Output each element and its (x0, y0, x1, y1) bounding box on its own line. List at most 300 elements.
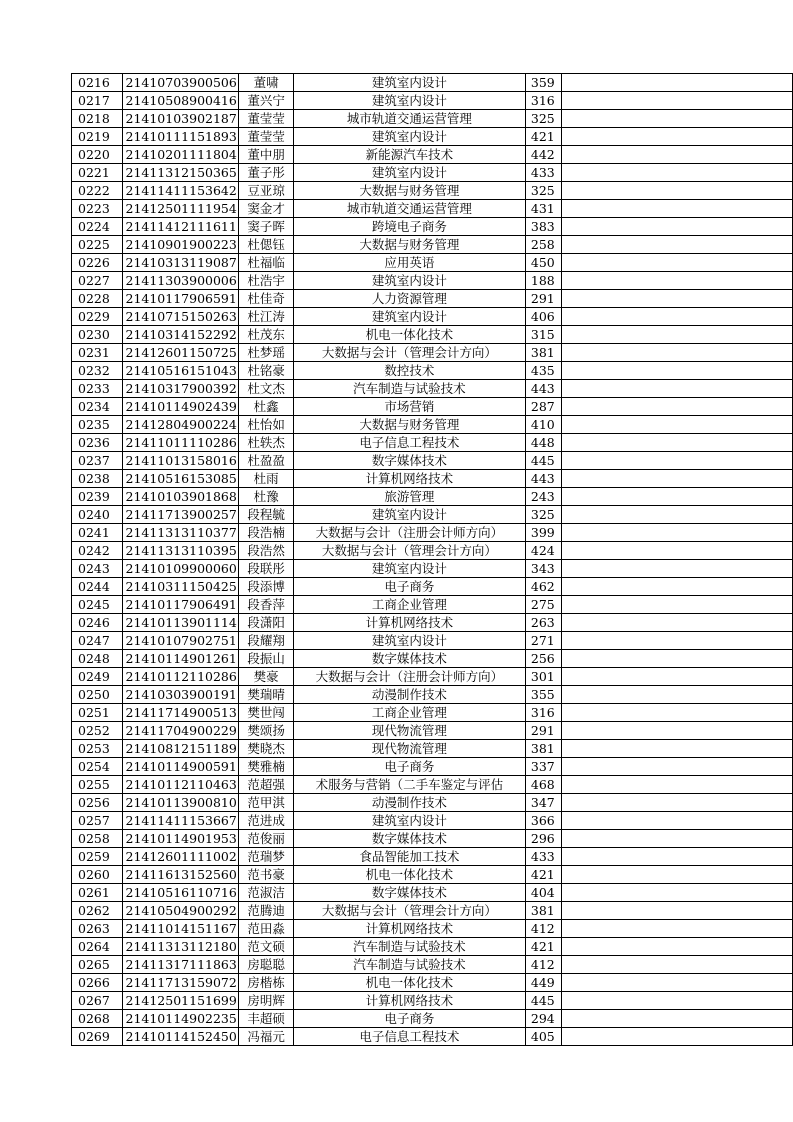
table-row (72, 398, 793, 416)
score-cell: 291 (525, 290, 561, 308)
student-name-cell: 杜佳奇 (239, 290, 293, 308)
table-row (72, 452, 793, 470)
sequence-number-cell: 0255 (72, 776, 123, 794)
score-cell: 256 (525, 650, 561, 668)
sequence-number-cell: 0223 (72, 200, 123, 218)
table-row (72, 830, 793, 848)
table-row (72, 326, 793, 344)
remark-cell (561, 830, 792, 848)
major-cell: 数字媒体技术 (293, 650, 525, 668)
score-cell: 412 (525, 956, 561, 974)
table-row (72, 722, 793, 740)
score-cell: 443 (525, 380, 561, 398)
major-cell: 机电一体化技术 (293, 974, 525, 992)
remark-cell (561, 254, 792, 272)
sequence-number-cell: 0258 (72, 830, 123, 848)
student-name-cell: 董莹莹 (239, 128, 293, 146)
remark-cell (561, 1010, 792, 1028)
table-row (72, 182, 793, 200)
score-cell: 468 (525, 776, 561, 794)
sequence-number-cell: 0267 (72, 992, 123, 1010)
remark-cell (561, 452, 792, 470)
sequence-number-cell: 0262 (72, 902, 123, 920)
candidate-id-cell: 21410113900810 (122, 794, 239, 812)
major-cell: 机电一体化技术 (293, 866, 525, 884)
table-row (72, 704, 793, 722)
candidate-id-cell: 21410317900392 (122, 380, 239, 398)
score-cell: 381 (525, 740, 561, 758)
remark-cell (561, 1028, 792, 1046)
score-cell: 347 (525, 794, 561, 812)
sequence-number-cell: 0222 (72, 182, 123, 200)
candidate-id-cell: 21412601111002 (122, 848, 239, 866)
sequence-number-cell: 0232 (72, 362, 123, 380)
remark-cell (561, 290, 792, 308)
table-row (72, 254, 793, 272)
score-cell: 343 (525, 560, 561, 578)
major-cell: 工商企业管理 (293, 704, 525, 722)
candidate-id-cell: 21410303900191 (122, 686, 239, 704)
table-row (72, 290, 793, 308)
candidate-id-cell: 21410109900060 (122, 560, 239, 578)
student-name-cell: 段程毓 (239, 506, 293, 524)
table-row (72, 938, 793, 956)
student-name-cell: 樊豪 (239, 668, 293, 686)
candidate-id-cell: 21410114152450 (122, 1028, 239, 1046)
sequence-number-cell: 0242 (72, 542, 123, 560)
major-cell: 机电一体化技术 (293, 326, 525, 344)
remark-cell (561, 902, 792, 920)
student-name-cell: 段香萍 (239, 596, 293, 614)
score-cell: 399 (525, 524, 561, 542)
student-name-cell: 董中朋 (239, 146, 293, 164)
score-cell: 337 (525, 758, 561, 776)
student-name-cell: 段联彤 (239, 560, 293, 578)
major-cell: 现代物流管理 (293, 722, 525, 740)
remark-cell (561, 200, 792, 218)
sequence-number-cell: 0234 (72, 398, 123, 416)
table-row (72, 110, 793, 128)
score-cell: 421 (525, 866, 561, 884)
remark-cell (561, 722, 792, 740)
remark-cell (561, 542, 792, 560)
table-row (72, 668, 793, 686)
major-cell: 建筑室内设计 (293, 272, 525, 290)
major-cell: 计算机网络技术 (293, 992, 525, 1010)
score-cell: 431 (525, 200, 561, 218)
remark-cell (561, 884, 792, 902)
candidate-id-cell: 21410314152292 (122, 326, 239, 344)
student-name-cell: 董子彤 (239, 164, 293, 182)
student-name-cell: 范瑞梦 (239, 848, 293, 866)
sequence-number-cell: 0251 (72, 704, 123, 722)
sequence-number-cell: 0261 (72, 884, 123, 902)
sequence-number-cell: 0233 (72, 380, 123, 398)
student-name-cell: 范俊丽 (239, 830, 293, 848)
major-cell: 城市轨道交通运营管理 (293, 110, 525, 128)
student-name-cell: 杜鑫 (239, 398, 293, 416)
candidate-id-cell: 21411704900229 (122, 722, 239, 740)
remark-cell (561, 650, 792, 668)
sequence-number-cell: 0225 (72, 236, 123, 254)
candidate-id-cell: 21411312150365 (122, 164, 239, 182)
score-cell: 383 (525, 218, 561, 236)
remark-cell (561, 488, 792, 506)
student-name-cell: 樊晓杰 (239, 740, 293, 758)
table-row (72, 614, 793, 632)
table-row (72, 866, 793, 884)
table-row (72, 632, 793, 650)
remark-cell (561, 920, 792, 938)
table-row (72, 650, 793, 668)
candidate-id-cell: 21410114901261 (122, 650, 239, 668)
major-cell: 大数据与财务管理 (293, 236, 525, 254)
score-cell: 296 (525, 830, 561, 848)
student-name-cell: 范淑洁 (239, 884, 293, 902)
candidate-id-cell: 21410114901953 (122, 830, 239, 848)
major-cell: 工商企业管理 (293, 596, 525, 614)
score-cell: 243 (525, 488, 561, 506)
table-row (72, 884, 793, 902)
sequence-number-cell: 0230 (72, 326, 123, 344)
table-row (72, 416, 793, 434)
table-row (72, 920, 793, 938)
major-cell: 电子商务 (293, 578, 525, 596)
sequence-number-cell: 0236 (72, 434, 123, 452)
score-cell: 445 (525, 992, 561, 1010)
student-name-cell: 房明辉 (239, 992, 293, 1010)
candidate-id-cell: 21410113901114 (122, 614, 239, 632)
sequence-number-cell: 0217 (72, 92, 123, 110)
candidate-id-cell: 21410114900591 (122, 758, 239, 776)
major-cell: 数字媒体技术 (293, 452, 525, 470)
student-name-cell: 杜浩宇 (239, 272, 293, 290)
major-cell: 动漫制作技术 (293, 686, 525, 704)
major-cell: 大数据与会计（注册会计师方向） (293, 668, 525, 686)
sequence-number-cell: 0244 (72, 578, 123, 596)
remark-cell (561, 704, 792, 722)
table-row (72, 956, 793, 974)
student-name-cell: 窦金才 (239, 200, 293, 218)
table-row (72, 524, 793, 542)
table-row (72, 1028, 793, 1046)
candidate-id-cell: 21410715150263 (122, 308, 239, 326)
candidate-id-cell: 21410313119087 (122, 254, 239, 272)
sequence-number-cell: 0216 (72, 74, 123, 92)
sequence-number-cell: 0247 (72, 632, 123, 650)
student-name-cell: 董啸 (239, 74, 293, 92)
score-cell: 325 (525, 182, 561, 200)
sequence-number-cell: 0241 (72, 524, 123, 542)
table-row (72, 686, 793, 704)
student-name-cell: 杜偲钰 (239, 236, 293, 254)
major-cell: 电子信息工程技术 (293, 1028, 525, 1046)
table-row (72, 308, 793, 326)
remark-cell (561, 596, 792, 614)
table-row (72, 380, 793, 398)
table-row (72, 470, 793, 488)
student-name-cell: 杜盈盈 (239, 452, 293, 470)
remark-cell (561, 344, 792, 362)
candidate-id-cell: 21410703900506 (122, 74, 239, 92)
sequence-number-cell: 0268 (72, 1010, 123, 1028)
score-cell: 325 (525, 506, 561, 524)
score-cell: 275 (525, 596, 561, 614)
candidate-id-cell: 21411713159072 (122, 974, 239, 992)
major-cell: 建筑室内设计 (293, 128, 525, 146)
major-cell: 建筑室内设计 (293, 164, 525, 182)
student-name-cell: 樊世闯 (239, 704, 293, 722)
score-cell: 433 (525, 848, 561, 866)
sequence-number-cell: 0235 (72, 416, 123, 434)
score-cell: 421 (525, 938, 561, 956)
score-cell: 435 (525, 362, 561, 380)
sequence-number-cell: 0245 (72, 596, 123, 614)
remark-cell (561, 164, 792, 182)
sequence-number-cell: 0248 (72, 650, 123, 668)
sequence-number-cell: 0252 (72, 722, 123, 740)
candidate-id-cell: 21411014151167 (122, 920, 239, 938)
remark-cell (561, 632, 792, 650)
table-row (72, 1010, 793, 1028)
major-cell: 城市轨道交通运营管理 (293, 200, 525, 218)
score-cell: 271 (525, 632, 561, 650)
sequence-number-cell: 0266 (72, 974, 123, 992)
candidate-id-cell: 21411313112180 (122, 938, 239, 956)
sequence-number-cell: 0218 (72, 110, 123, 128)
score-cell: 263 (525, 614, 561, 632)
table-row (72, 902, 793, 920)
candidate-id-cell: 21411013158016 (122, 452, 239, 470)
remark-cell (561, 128, 792, 146)
candidate-id-cell: 21410112110463 (122, 776, 239, 794)
remark-cell (561, 956, 792, 974)
student-name-cell: 范进成 (239, 812, 293, 830)
score-cell: 316 (525, 704, 561, 722)
sequence-number-cell: 0238 (72, 470, 123, 488)
score-cell: 366 (525, 812, 561, 830)
major-cell: 大数据与会计（管理会计方向） (293, 902, 525, 920)
score-cell: 405 (525, 1028, 561, 1046)
student-name-cell: 房楷栋 (239, 974, 293, 992)
score-cell: 448 (525, 434, 561, 452)
major-cell: 计算机网络技术 (293, 614, 525, 632)
major-cell: 建筑室内设计 (293, 506, 525, 524)
student-name-cell: 杜梦瑶 (239, 344, 293, 362)
major-cell: 建筑室内设计 (293, 308, 525, 326)
major-cell: 动漫制作技术 (293, 794, 525, 812)
candidate-id-cell: 21410516153085 (122, 470, 239, 488)
major-cell: 现代物流管理 (293, 740, 525, 758)
candidate-id-cell: 21411313110377 (122, 524, 239, 542)
major-cell: 计算机网络技术 (293, 920, 525, 938)
student-name-cell: 杜雨 (239, 470, 293, 488)
major-cell: 大数据与财务管理 (293, 416, 525, 434)
major-cell: 大数据与会计（管理会计方向） (293, 542, 525, 560)
student-name-cell: 段浩楠 (239, 524, 293, 542)
major-cell: 跨境电子商务 (293, 218, 525, 236)
remark-cell (561, 416, 792, 434)
table-row (72, 740, 793, 758)
major-cell: 食品智能加工技术 (293, 848, 525, 866)
major-cell: 汽车制造与试验技术 (293, 956, 525, 974)
student-name-cell: 樊瑞晴 (239, 686, 293, 704)
score-cell: 462 (525, 578, 561, 596)
score-cell: 406 (525, 308, 561, 326)
student-name-cell: 范书豪 (239, 866, 293, 884)
table-row (72, 992, 793, 1010)
remark-cell (561, 560, 792, 578)
table-row (72, 542, 793, 560)
major-cell: 建筑室内设计 (293, 74, 525, 92)
major-cell: 应用英语 (293, 254, 525, 272)
candidate-id-cell: 21410103901868 (122, 488, 239, 506)
table-row (72, 848, 793, 866)
score-cell: 188 (525, 272, 561, 290)
student-name-cell: 杜轶杰 (239, 434, 293, 452)
remark-cell (561, 434, 792, 452)
major-cell: 建筑室内设计 (293, 560, 525, 578)
remark-cell (561, 668, 792, 686)
score-cell: 291 (525, 722, 561, 740)
major-cell: 人力资源管理 (293, 290, 525, 308)
table-body (72, 74, 793, 1046)
score-cell: 359 (525, 74, 561, 92)
major-cell: 电子商务 (293, 1010, 525, 1028)
student-name-cell: 段耀翔 (239, 632, 293, 650)
remark-cell (561, 524, 792, 542)
table-row (72, 506, 793, 524)
table-row (72, 74, 793, 92)
candidate-id-cell: 21411412111611 (122, 218, 239, 236)
score-cell: 294 (525, 1010, 561, 1028)
major-cell: 建筑室内设计 (293, 92, 525, 110)
table-row (72, 560, 793, 578)
student-name-cell: 杜铭豪 (239, 362, 293, 380)
student-name-cell: 杜福临 (239, 254, 293, 272)
sequence-number-cell: 0220 (72, 146, 123, 164)
student-name-cell: 范超强 (239, 776, 293, 794)
sequence-number-cell: 0269 (72, 1028, 123, 1046)
candidate-id-cell: 21410516151043 (122, 362, 239, 380)
student-name-cell: 樊雅楠 (239, 758, 293, 776)
remark-cell (561, 812, 792, 830)
remark-cell (561, 506, 792, 524)
sequence-number-cell: 0237 (72, 452, 123, 470)
candidate-id-cell: 21410201111804 (122, 146, 239, 164)
remark-cell (561, 74, 792, 92)
candidate-id-cell: 21411411153642 (122, 182, 239, 200)
major-cell: 电子信息工程技术 (293, 434, 525, 452)
admission-list-table (71, 73, 793, 1046)
remark-cell (561, 218, 792, 236)
candidate-id-cell: 21410516110716 (122, 884, 239, 902)
sequence-number-cell: 0221 (72, 164, 123, 182)
sequence-number-cell: 0226 (72, 254, 123, 272)
remark-cell (561, 794, 792, 812)
student-name-cell: 段振山 (239, 650, 293, 668)
major-cell: 数字媒体技术 (293, 830, 525, 848)
candidate-id-cell: 21411713900257 (122, 506, 239, 524)
remark-cell (561, 848, 792, 866)
major-cell: 电子商务 (293, 758, 525, 776)
score-cell: 381 (525, 902, 561, 920)
remark-cell (561, 614, 792, 632)
student-name-cell: 杜怡如 (239, 416, 293, 434)
table-row (72, 128, 793, 146)
remark-cell (561, 272, 792, 290)
table-row (72, 434, 793, 452)
remark-cell (561, 236, 792, 254)
major-cell: 大数据与会计（管理会计方向） (293, 344, 525, 362)
sequence-number-cell: 0227 (72, 272, 123, 290)
student-name-cell: 丰超硕 (239, 1010, 293, 1028)
major-cell: 建筑室内设计 (293, 812, 525, 830)
remark-cell (561, 938, 792, 956)
major-cell: 市场营销 (293, 398, 525, 416)
table-row (72, 776, 793, 794)
candidate-id-cell: 21412501151699 (122, 992, 239, 1010)
score-cell: 445 (525, 452, 561, 470)
candidate-id-cell: 21411313110395 (122, 542, 239, 560)
student-name-cell: 窦子晖 (239, 218, 293, 236)
table-row (72, 344, 793, 362)
student-name-cell: 冯福元 (239, 1028, 293, 1046)
remark-cell (561, 758, 792, 776)
score-cell: 381 (525, 344, 561, 362)
sequence-number-cell: 0246 (72, 614, 123, 632)
score-cell: 258 (525, 236, 561, 254)
candidate-id-cell: 21412804900224 (122, 416, 239, 434)
candidate-id-cell: 21410103902187 (122, 110, 239, 128)
student-name-cell: 范文硕 (239, 938, 293, 956)
table-row (72, 218, 793, 236)
sequence-number-cell: 0219 (72, 128, 123, 146)
table-row (72, 812, 793, 830)
remark-cell (561, 380, 792, 398)
table-row (72, 488, 793, 506)
student-name-cell: 董兴宁 (239, 92, 293, 110)
remark-cell (561, 146, 792, 164)
sequence-number-cell: 0263 (72, 920, 123, 938)
sequence-number-cell: 0228 (72, 290, 123, 308)
sequence-number-cell: 0254 (72, 758, 123, 776)
student-name-cell: 范田淼 (239, 920, 293, 938)
table-row (72, 272, 793, 290)
candidate-id-cell: 21410111151893 (122, 128, 239, 146)
remark-cell (561, 398, 792, 416)
score-cell: 443 (525, 470, 561, 488)
score-cell: 424 (525, 542, 561, 560)
remark-cell (561, 362, 792, 380)
sequence-number-cell: 0265 (72, 956, 123, 974)
candidate-id-cell: 21410901900223 (122, 236, 239, 254)
student-name-cell: 段添博 (239, 578, 293, 596)
student-name-cell: 范甲淇 (239, 794, 293, 812)
score-cell: 450 (525, 254, 561, 272)
sequence-number-cell: 0243 (72, 560, 123, 578)
candidate-id-cell: 21410812151189 (122, 740, 239, 758)
remark-cell (561, 110, 792, 128)
score-cell: 325 (525, 110, 561, 128)
remark-cell (561, 866, 792, 884)
student-name-cell: 杜文杰 (239, 380, 293, 398)
score-cell: 355 (525, 686, 561, 704)
student-name-cell: 房聪聪 (239, 956, 293, 974)
remark-cell (561, 992, 792, 1010)
remark-cell (561, 740, 792, 758)
sequence-number-cell: 0224 (72, 218, 123, 236)
